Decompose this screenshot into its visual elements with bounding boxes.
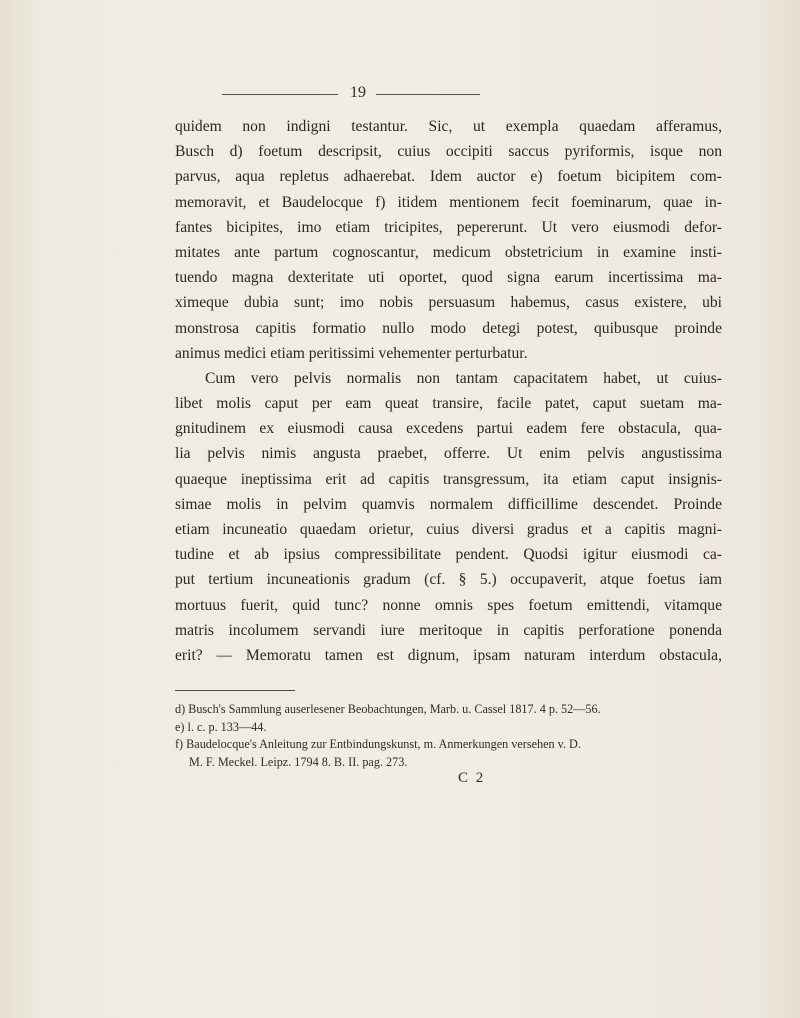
text-line: monstrosa capitis formatio nullo modo detegi potest, quibusque proinde [175,319,722,337]
header-rule-right [376,94,480,95]
paragraph-1 [175,114,722,366]
text-line: Busch d) foetum descripsit, cuius occipiti saccus pyriformis, isque non [175,143,722,161]
text-line: libet molis caput per eam queat transire, facile patet, caput suetam ma- [175,395,722,413]
text-line: lia pelvis nimis angusta praebet, offerre. Ut enim pelvis angustissima [175,445,722,463]
text-line: parvus, aqua repletus adhaerebat. Idem auctor e) foetum bicipitem com- [175,168,722,186]
footnote-f: f) Baudelocque's Anleitung zur Entbindungskunst, m. Anmerkungen versehen v. D. [175,737,581,751]
text-line: ximeque dubia sunt; imo nobis persuasum habemus, casus existere, ubi [175,294,722,312]
text-line: put tertium incuneationis gradum (cf. § 5.) occupaverit, atque foetus iam [175,571,722,589]
page-number: 19 [350,84,366,101]
printer-signature: C 2 [458,770,486,786]
footnotes [175,701,722,771]
header-rule-left [222,94,338,95]
text-line: tuendo magna dexteritate uti oportet, quod signa earum incertissima ma- [175,269,722,287]
footnote-e: e) l. c. p. 133—44. [175,719,267,734]
text-line: quaeque ineptissima erit ad capitis transgressum, ita etiam caput insignis- [175,470,722,488]
text-line: gnitudinem ex eiusmodi causa excedens partui eadem fere obstacula, qua- [175,420,722,438]
text-line: simae molis in pelvim quamvis normalem difficillime descendet. Proinde [175,495,722,513]
text-line: erit? — Memoratu tamen est dignum, ipsam naturam interdum obstacula, [175,646,722,664]
paragraph-2 [175,366,722,668]
text-line: mortuus fuerit, quid tunc? nonne omnis spes foetum emittendi, vitamque [175,596,722,614]
text-line: matris incolumem servandi iure meritoque in capitis perforatione ponenda [175,621,722,639]
main-text [175,114,722,668]
footnote-divider [175,690,295,691]
footnote-f-continued: M. F. Meckel. Leipz. 1794 8. B. II. pag. 273. [189,754,408,769]
text-line: quidem non indigni testantur. Sic, ut exempla quaedam afferamus, [175,118,722,135]
page-header [0,84,800,104]
text-line: fantes bicipites, imo etiam tricipites, pepererunt. Ut vero eiusmodi defor- [175,218,722,236]
text-line: memoravit, et Baudelocque f) itidem mentionem fecit foeminarum, quae in- [175,193,722,211]
text-line: Cum vero pelvis normalis non tantam capacitatem habet, ut cuius- [205,369,722,387]
text-line: etiam incuneatio quaedam orietur, cuius diversi gradus et a capitis magni- [175,521,722,538]
text-line: animus medici etiam peritissimi vehementer perturbatur. [175,344,528,362]
footnote-d: d) Busch's Sammlung auserlesener Beobachtungen, Marb. u. Cassel 1817. 4 p. 52—56. [175,702,601,716]
text-line: mitates ante partum cognoscantur, medicum obstetricium in examine insti- [175,243,722,261]
text-line: tudine et ab ipsius compressibilitate pendent. Quodsi igitur eiusmodi ca- [175,546,722,564]
